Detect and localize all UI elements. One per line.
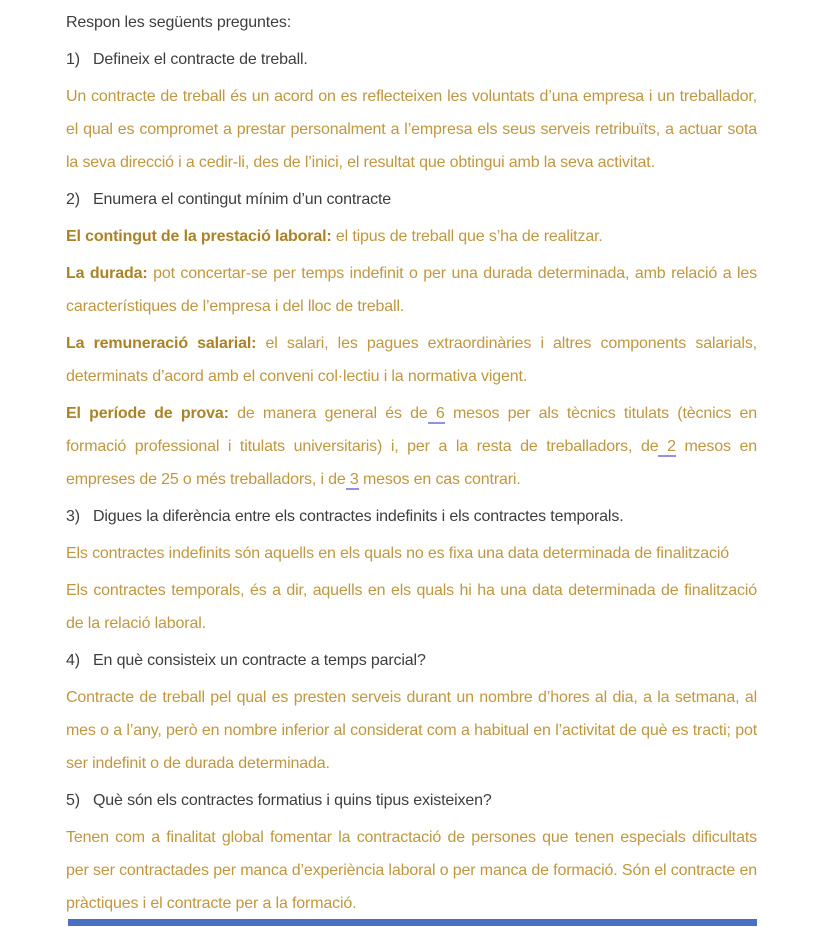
answer-2-item-durada [66, 257, 757, 323]
answer-3-paragraph-temporals: Els contractes temporals, és a dir, aquells en els quals hi ha una data determinada de finalització de la relació laboral. [66, 582, 757, 632]
bottom-blue-bar [68, 919, 757, 926]
question-3-text: Digues la diferència entre els contractes indefinits i els contractes temporals. [93, 508, 624, 525]
answer-5-paragraph: Tenen com a finalitat global fomentar la contractació de persones que tenen especials dificultats per ser contractades per manca d’experiència laboral o per manca de formació. Són el contracte en pràctiques i el contracte per a la formació. [66, 829, 757, 912]
prova-segment-1: de manera general és de [228, 405, 428, 422]
prova-segment-2: mesos per als tècnics titulats (tècnics en formació professional i titulats universitaris) i, per a la resta de treballadors, de [66, 405, 757, 455]
term-label-periode-prova: El període de prova: [66, 405, 229, 422]
question-2-text: Enumera el contingut mínim d’un contracte [93, 191, 392, 208]
term-definition-durada: pot concertar-se per temps indefinit o per una durada determinada, amb relació a les característiques de l’empresa i del lloc de treball. [66, 265, 757, 315]
prova-segment-3: mesos en empreses de 25 o més treballadors, i de [66, 438, 757, 488]
question-3-number: 3) [66, 508, 80, 525]
question-5-text: Què són els contractes formatius i quins tipus existeixen? [93, 792, 492, 809]
question-1-number: 1) [66, 51, 80, 68]
question-5-number: 5) [66, 792, 80, 809]
term-label-durada: La durada: [66, 265, 148, 282]
answer-1-paragraph: Un contracte de treball és un acord on es reflecteixen les voluntats d’una empresa i un treballador, el qual es compromet a prestar personalment a l’empresa els seus serveis retribuïts, a actuar sota la seva direcció i a cedir-li, des de l’inici, el resultat que obtingui amb la seva activitat. [66, 88, 757, 171]
answer-2-item-contingut [66, 220, 757, 253]
question-4-number: 4) [66, 652, 80, 669]
question-4 [66, 644, 757, 677]
prova-segment-4: mesos en cas contrari. [358, 471, 521, 488]
term-label-remuneracio: La remuneració salarial: [66, 335, 257, 352]
question-1 [66, 43, 757, 76]
question-1-text: Defineix el contracte de treball. [93, 51, 308, 68]
question-2 [66, 183, 757, 216]
answer-4-paragraph: Contracte de treball pel qual es presten serveis durant un nombre d’hores al dia, a la setmana, al mes o a l’any, però en nombre inferior al considerat com a habitual en l’activitat de què es tracti; pot ser indefinit o de durada determinada. [66, 689, 757, 772]
term-label-contingut: El contingut de la prestació laboral: [66, 228, 332, 245]
answer-2-item-remuneracio [66, 327, 757, 393]
question-5 [66, 784, 757, 817]
intro-text: Respon les següents preguntes: [66, 14, 291, 31]
question-4-text: En què consisteix un contracte a temps parcial? [93, 652, 426, 669]
underlined-number-3: 3 [345, 471, 359, 488]
term-definition-remuneracio: el salari, les pagues extraordinàries i altres components salarials, determinats d’acord amb el conveni col·lectiu i la normativa vigent. [66, 335, 757, 385]
question-2-number: 2) [66, 191, 80, 208]
underlined-number-2: 2 [658, 438, 676, 455]
answer-3-paragraph-indefinits: Els contractes indefinits són aquells en els quals no es fixa una data determinada de finalització [66, 545, 730, 562]
answer-2-item-periode-prova [66, 397, 757, 496]
question-3 [66, 500, 757, 533]
term-definition-contingut: el tipus de treball que s’ha de realitzar. [331, 228, 603, 245]
underlined-number-6: 6 [427, 405, 445, 422]
